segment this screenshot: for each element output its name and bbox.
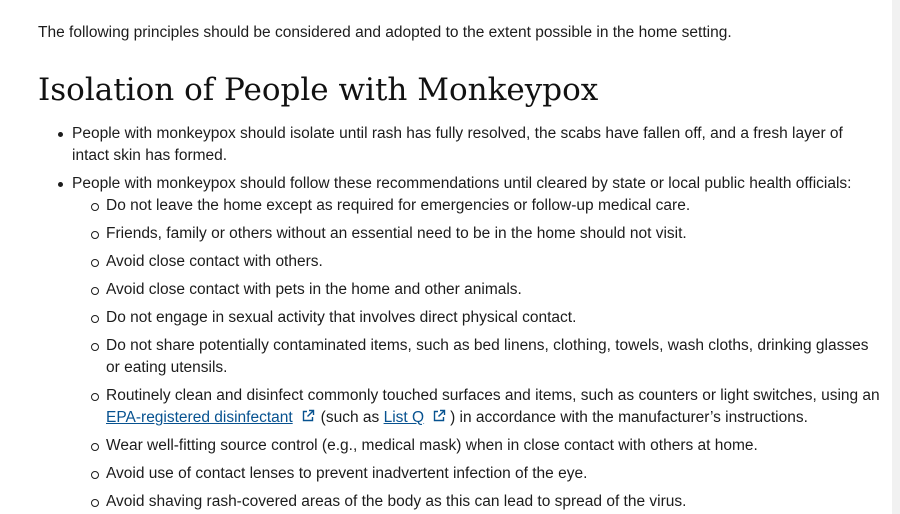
sublist-item-text: Wear well-fitting source control (e.g., medical mask) when in close contact with others at home. (106, 437, 758, 454)
main-content (38, 22, 883, 514)
sublist-item-text: (such as (320, 409, 380, 426)
sublist-item (106, 491, 883, 513)
sublist-item-text: Avoid shaving rash-covered areas of the body as this can lead to spread of the virus. (106, 493, 687, 510)
sublist-item-text: Do not leave the home except as required for emergencies or follow-up medical care. (106, 197, 691, 214)
list-item-text: People with monkeypox should isolate until rash has fully resolved, the scabs have fallen off, and a fresh layer of intact skin has formed. (72, 125, 843, 164)
isolation-list (38, 123, 883, 513)
sublist-item (106, 195, 883, 217)
list-item-text: People with monkeypox should follow these recommendations until cleared by state or local public health officials: (72, 175, 852, 192)
sublist-item (106, 307, 883, 329)
sublist-item (106, 251, 883, 273)
sublist-item-text: Avoid close contact with pets in the home and other animals. (106, 281, 522, 298)
recommendations-sublist (72, 195, 883, 513)
sublist-item (106, 435, 883, 457)
external-link-icon[interactable] (432, 409, 446, 423)
list-q-link[interactable]: List Q (383, 409, 425, 426)
sublist-item-text: Routinely clean and disinfect commonly touched surfaces and items, such as counters or light switches, using an (106, 387, 880, 404)
epa-disinfectant-link[interactable]: EPA-registered disinfectant (106, 409, 293, 426)
sublist-item-text: ) in accordance with the manufacturer’s instructions. (450, 409, 808, 426)
list-item (72, 123, 883, 167)
intro-paragraph: The following principles should be considered and adopted to the extent possible in the home setting. (38, 24, 732, 41)
external-link-icon[interactable] (301, 409, 315, 423)
sublist-item-text: Avoid close contact with others. (106, 253, 323, 270)
list-item (72, 173, 883, 513)
section-heading: Isolation of People with Monkeypox (38, 72, 599, 108)
sublist-item (106, 385, 883, 429)
sublist-item (106, 223, 883, 245)
sublist-item-text: Friends, family or others without an essential need to be in the home should not visit. (106, 225, 687, 242)
sublist-item-text: Avoid use of contact lenses to prevent inadvertent infection of the eye. (106, 465, 588, 482)
sublist-item (106, 335, 883, 379)
sublist-item-text: Do not engage in sexual activity that involves direct physical contact. (106, 309, 577, 326)
sublist-item-text: Do not share potentially contaminated items, such as bed linens, clothing, towels, wash cloths, drinking glasses or eating utensils. (106, 337, 869, 376)
scrollbar[interactable] (892, 0, 900, 514)
sublist-item (106, 279, 883, 301)
sublist-item (106, 463, 883, 485)
